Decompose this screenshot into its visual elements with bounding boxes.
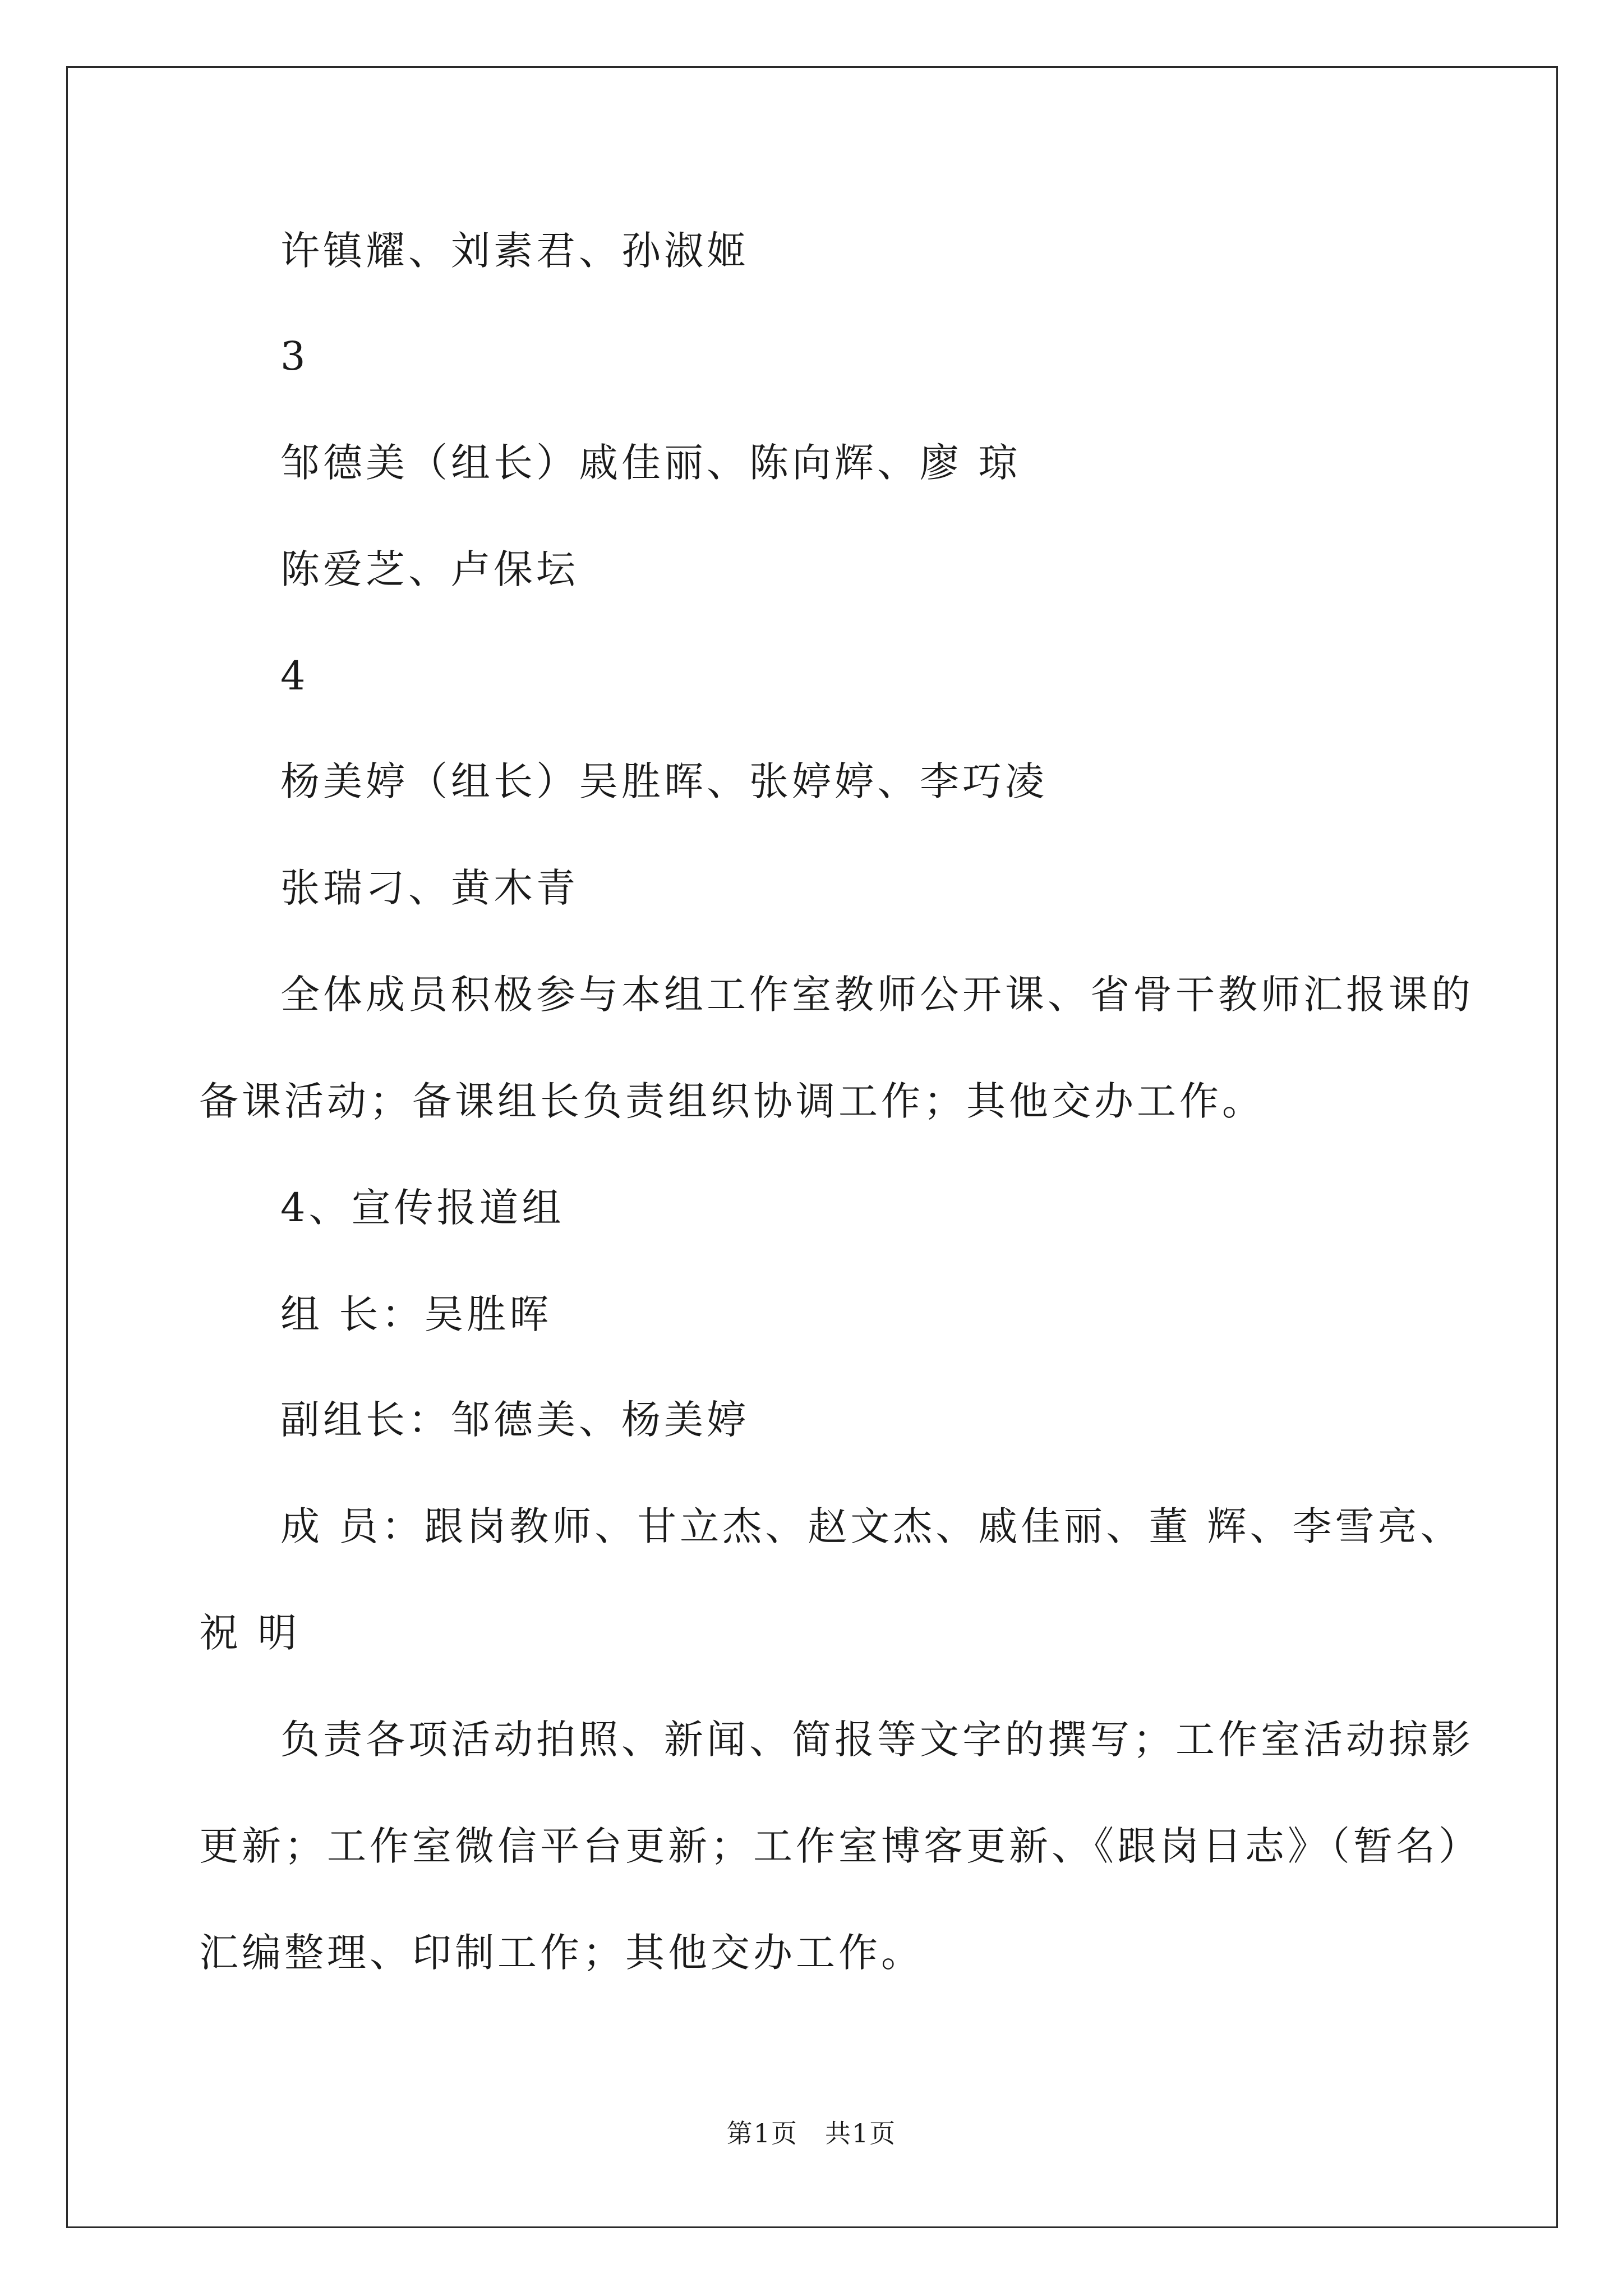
section-heading: 4、宣传报道组 — [280, 1185, 565, 1231]
text-line: 汇编整理、印制工作；其他交办工作。 — [199, 1930, 924, 1976]
text-line: 成 员：跟岗教师、甘立杰、赵文杰、戚佳丽、董 辉、李雪亮、 — [280, 1503, 1463, 1549]
text-line: 副组长：邹德美、杨美婷 — [280, 1397, 749, 1443]
text-line: 许镇耀、刘素君、孙淑姬 — [280, 228, 749, 274]
text-line: 备课活动；备课组长负责组织协调工作；其他交办工作。 — [199, 1078, 1265, 1124]
text-line: 更新；工作室微信平台更新；工作室博客更新、《跟岗日志》（暂名） — [199, 1823, 1481, 1869]
text-line: 组 长：吴胜晖 — [280, 1291, 552, 1337]
text-line: 张瑞刁、黄木青 — [280, 865, 579, 911]
page-footer: 第1页 共1页 — [726, 2118, 897, 2148]
text-line: 陈爱芝、卢保坛 — [280, 546, 579, 592]
text-line: 3 — [280, 333, 309, 379]
text-line: 祝 明 — [199, 1610, 301, 1656]
text-line: 全体成员积极参与本组工作室教师公开课、省骨干教师汇报课的 — [280, 972, 1474, 1018]
text-line: 4 — [280, 653, 309, 699]
text-line: 负责各项活动拍照、新闻、简报等文字的撰写；工作室活动掠影 — [280, 1717, 1474, 1763]
page-border — [66, 66, 1558, 2228]
text-line: 杨美婷（组长）吴胜晖、张婷婷、李巧凌 — [280, 758, 1048, 804]
text-line: 邹德美（组长）戚佳丽、陈向辉、廖 琼 — [280, 440, 1021, 486]
